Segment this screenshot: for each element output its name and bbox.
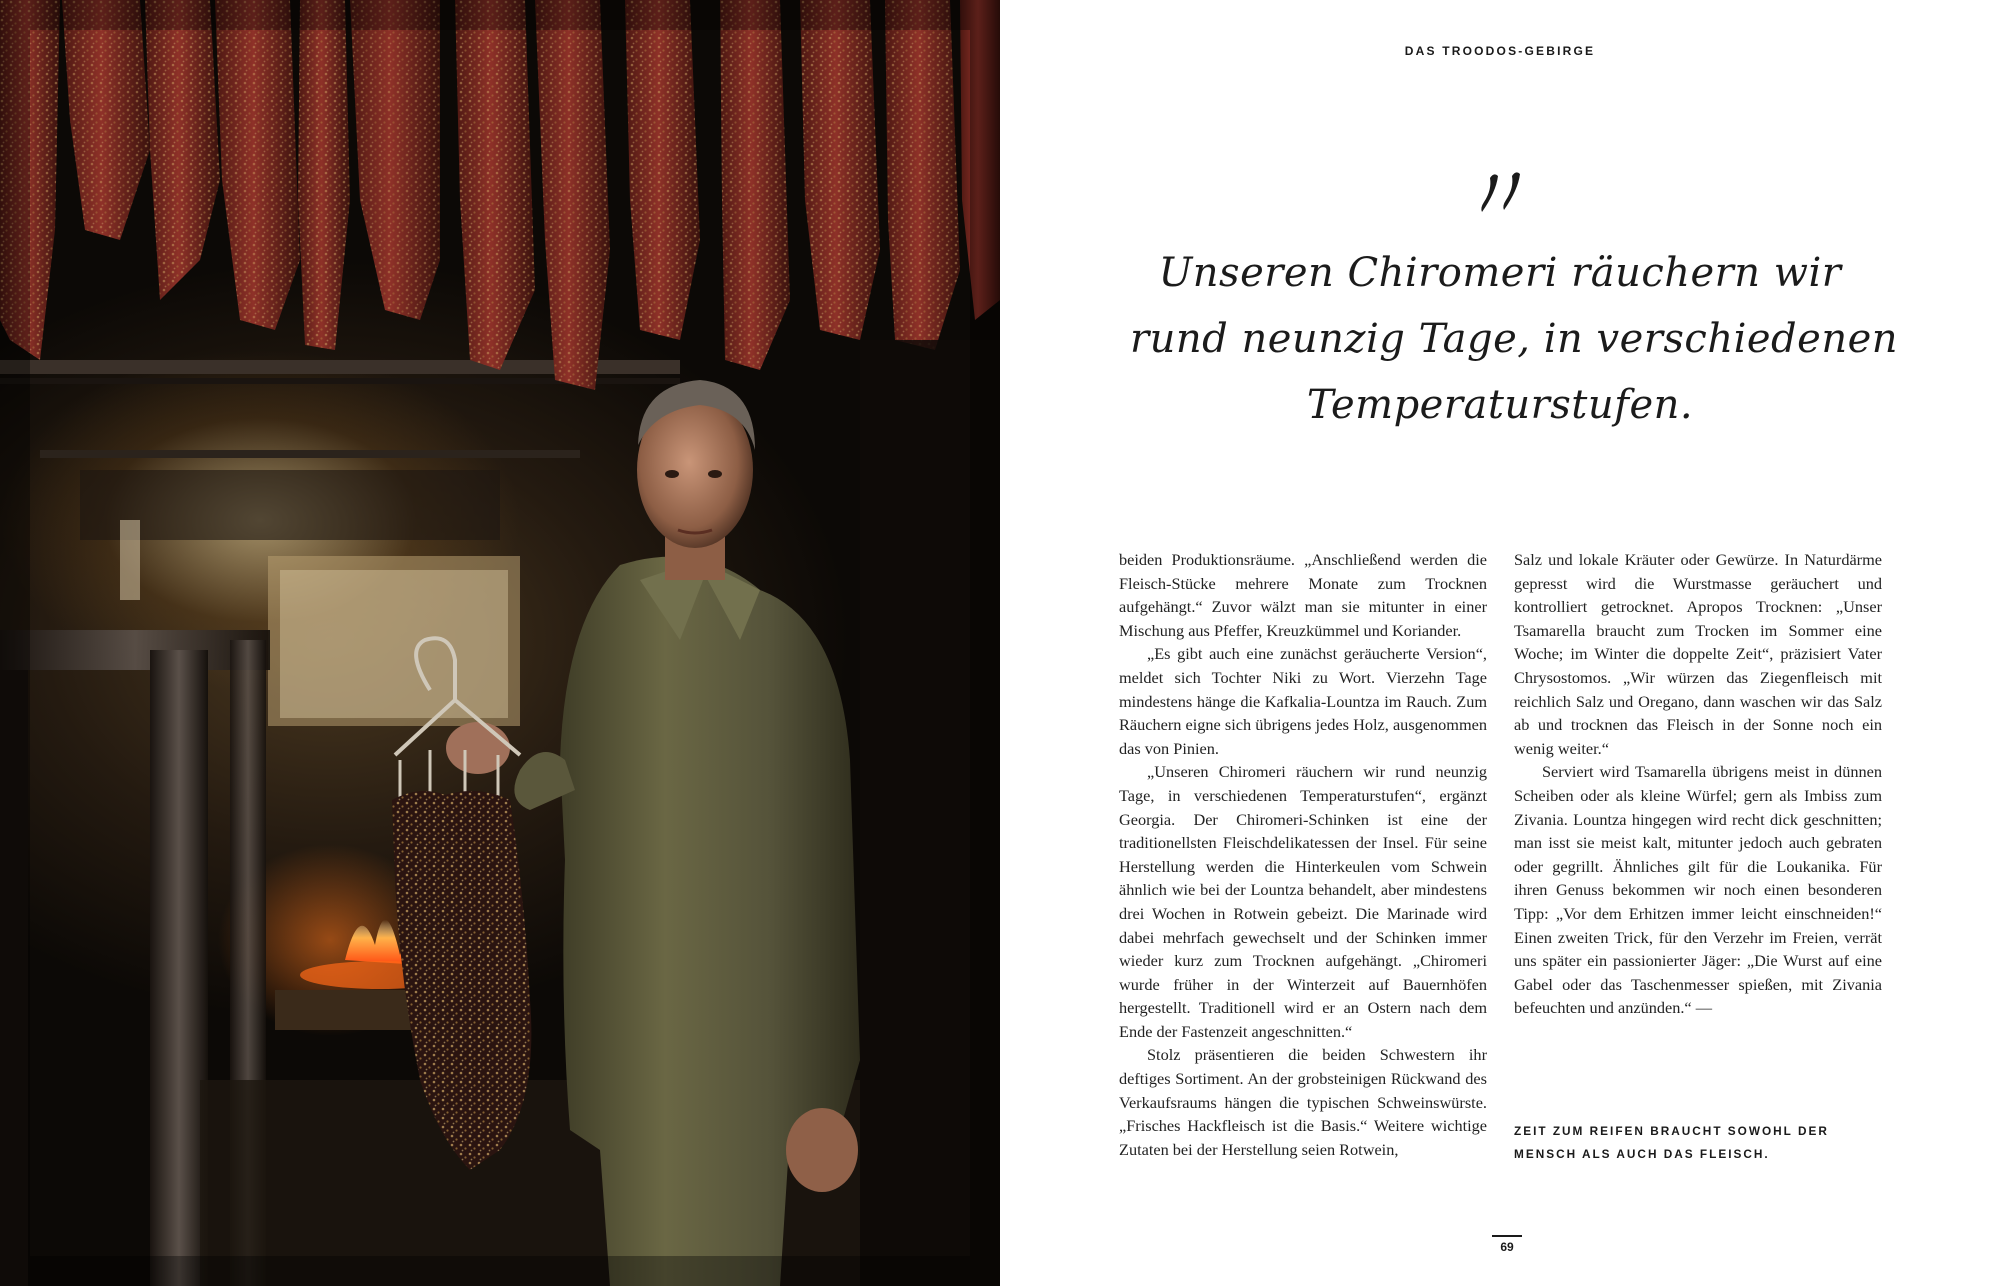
body-paragraph: Stolz präsentieren die beiden Schwestern ihr deftiges Sortiment. An der grobsteinigen Rückwand des Verkaufsraums hängen die typischen Schweinswürste. „Frisches Hackfleisch ist die Basis.“ Weitere wichtige Zutaten bei der Herstellung seien Rotwein, xyxy=(1119,1045,1487,1159)
body-paragraph: „Unseren Chiromeri räuchern wir rund neunzig Tage, in verschiedenen Temperaturstufen“, ergänzt Georgia. Der Chiromeri-Schinken ist eine der traditionellsten Fleischdelikatessen der Insel. Für seine Herstellung werden die Hinterkeulen vom Schwein ähnlich wie bei der Lountza behandelt, aber mindestens drei Wochen in Rotwein gebeizt. Die Marinade wird dabei mehrfach gewechselt und der Schinken immer wieder kurz zum Trocknen aufgehängt. „Chiromeri wurde früher in der Winterzeit auf Bauernhöfen hergestellt. Traditionell wird er an Ostern nach dem Ende der Fastenzeit angeschnitten.“ xyxy=(1119,762,1487,1041)
body-paragraph: beiden Produktionsräume. „Anschließend werden die Fleisch-Stücke mehrere Monate zum Trocknen aufgehängt.“ Zuvor wälzt man sie mitunter in einer Mischung aus Pfeffer, Kreuzkümmel und Koriander. xyxy=(1119,550,1487,640)
body-paragraph: „Es gibt auch eine zunächst geräucherte Version“, meldet sich Tochter Niki zu Wort. Vierzehn Tage mindestens hänge die Kafkalia-Lountza im Rauch. Zum Räuchern eigne sich übrigens jedes Holz, ausgenommen das von Pinien. xyxy=(1119,644,1487,758)
pull-quote-line-1: Unseren Chiromeri räuchern wir xyxy=(1158,250,1842,296)
body-column-1 xyxy=(1119,548,1487,1161)
pull-quote xyxy=(1130,240,1899,438)
pull-quote-line-2: rund neunzig Tage, in verschiedenen xyxy=(1130,316,1899,362)
body-paragraph: Serviert wird Tsamarella übrigens meist in dünnen Scheiben oder als kleine Würfel; gern als Imbiss zum Zivania. Lountza hingegen wird recht dick geschnitten; man isst sie meist kalt, mitunter jedoch auch gebraten oder gegrillt. Ähnliches gilt für die Loukanika. Für ihren Genuss bekommen wir noch einen besonderen Tipp: „Vor dem Erhitzen immer leicht einschneiden!“ Einen zweiten Trick, für den Verzehr im Freien, verrät uns später ein passionierter Jäger: „Die Wurst auf eine Gabel oder das Taschenmesser spießen, mit Zivania befeuchten und anzünden.“ — xyxy=(1514,762,1882,1018)
body-column-2 xyxy=(1514,548,1882,1020)
body-paragraph: Salz und lokale Kräuter oder Gewürze. In Naturdärme gepresst wird die Wurstmasse geräuchert und kontrolliert getrocknet. Apropos Trocknen: „Unser Tsamarella braucht zum Trocken im Sommer eine Woche; im Winter die doppelte Zeit“, präzisiert Vater Chrysostomos. „Wir würzen das Ziegenfleisch mit reichlich Salz und Oregano, dann waschen wir das Salz ab und trocknen das Fleisch in der Sonne noch ein wenig weiter.“ xyxy=(1514,550,1882,758)
photo-caption: ZEIT ZUM REIFEN BRAUCHT SOWOHL DER MENSCH ALS AUCH DAS FLEISCH. xyxy=(1514,1124,1829,1161)
quote-mark-icon xyxy=(1472,168,1528,228)
page-number: 69 xyxy=(1492,1235,1522,1254)
pull-quote-line-3: Temperaturstufen. xyxy=(1306,382,1694,428)
running-head: DAS TROODOS-GEBIRGE xyxy=(1404,44,1596,58)
